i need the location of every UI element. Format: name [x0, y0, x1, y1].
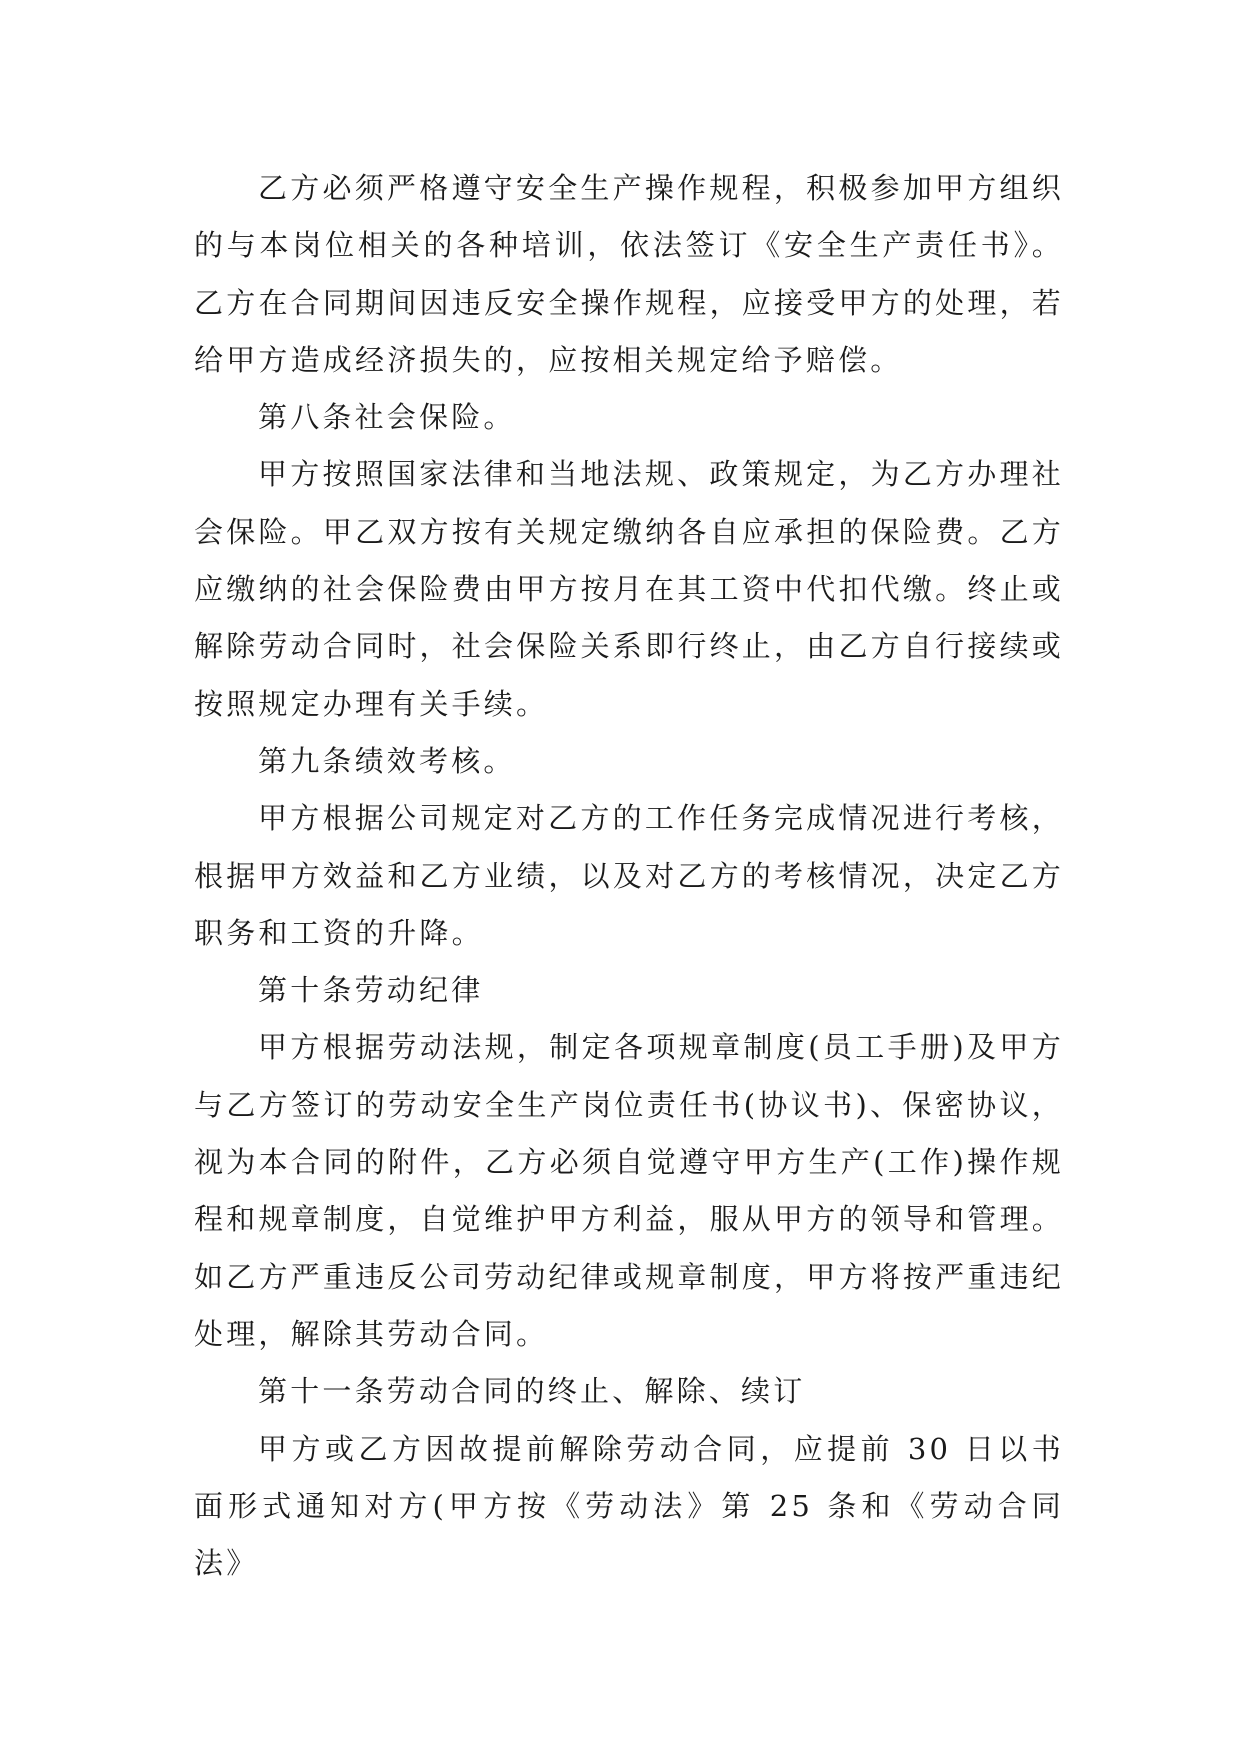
- article-11-heading: 第十一条劳动合同的终止、解除、续订: [258, 1374, 806, 1409]
- paragraph-safety-rules: 乙方必须严格遵守安全生产操作规程，积极参加甲方组织的与本岗位相关的各种培训，依法签订《安全生产责任书》。乙方在合同期间因违反安全操作规程，应接受甲方的处理，若给甲方造成经济损失的，应按相关规定给予赔偿。: [194, 171, 1064, 377]
- paragraph-termination: 甲方或乙方因故提前解除劳动合同，应提前 30 日以书面形式通知对方(甲方按《劳动法》第 25 条和《劳动合同法》: [194, 1431, 1064, 1581]
- paragraph-social-insurance: 甲方按照国家法律和当地法规、政策规定，为乙方办理社会保险。甲乙双方按有关规定缴纳各自应承担的保险费。乙方应缴纳的社会保险费由甲方按月在其工资中代扣代缴。终止或解除劳动合同时，社会保险关系即行终止，由乙方自行接续或按照规定办理有关手续。: [194, 457, 1064, 721]
- article-8-heading: 第八条社会保险。: [258, 400, 516, 435]
- article-10-heading: 第十条劳动纪律: [258, 973, 484, 1008]
- paragraph-performance: 甲方根据公司规定对乙方的工作任务完成情况进行考核，根据甲方效益和乙方业绩，以及对乙方的考核情况，决定乙方职务和工资的升降。: [194, 801, 1064, 950]
- article-9-heading: 第九条绩效考核。: [258, 743, 516, 778]
- document-body: [194, 160, 1064, 1592]
- paragraph-labor-discipline: 甲方根据劳动法规，制定各项规章制度(员工手册)及甲方与乙方签订的劳动安全生产岗位责任书(协议书)、保密协议，视为本合同的附件，乙方必须自觉遵守甲方生产(工作)操作规程和规章制度，自觉维护甲方利益，服从甲方的领导和管理。如乙方严重违反公司劳动纪律或规章制度，甲方将按严重违纪处理，解除其劳动合同。: [194, 1030, 1064, 1351]
